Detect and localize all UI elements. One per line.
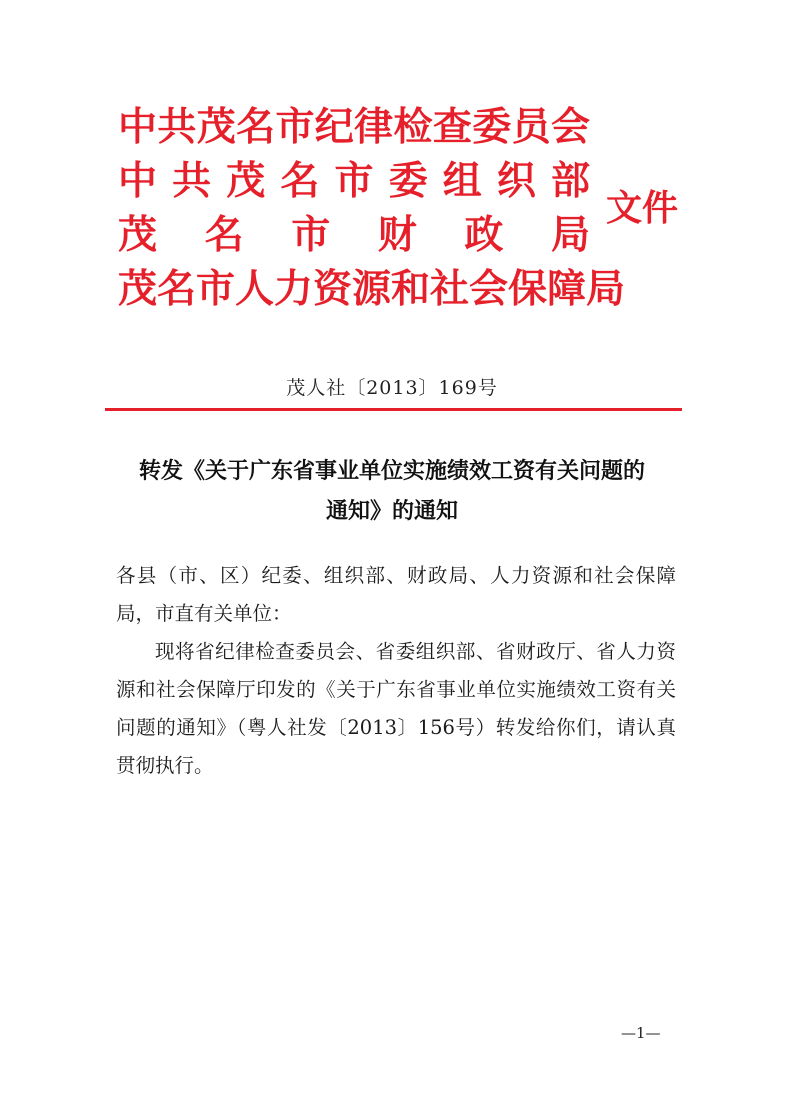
issuer-discipline-commission: 中共茂名市纪律检查委员会	[118, 104, 590, 150]
page-number: —1—	[621, 1024, 661, 1042]
document-title	[100, 452, 684, 532]
document-label: 文件	[606, 187, 679, 229]
title-line-1: 转发《关于广东省事业单位实施绩效工资有关问题的	[138, 459, 645, 484]
body-paragraph: 现将省纪律检查委员会、省委组织部、省财政厅、省人力资源和社会保障厅印发的《关于广东省事业单位实施绩效工资有关问题的通知》（粤人社发〔2013〕156号）转发给你们，请认真贯彻执行。	[116, 640, 676, 777]
title-line-2: 通知》的通知	[325, 499, 458, 524]
salutation: 各县（市、区）纪委、组织部、财政局、人力资源和社会保障局，市直有关单位：	[116, 564, 676, 625]
issuer-finance-bureau: 茂名市财政局	[118, 212, 590, 258]
document-body	[116, 557, 676, 785]
document-number: 茂人社〔2013〕169号	[286, 377, 498, 399]
issuer-human-resources-bureau: 茂名市人力资源和社会保障局	[118, 266, 626, 312]
red-divider-line	[105, 408, 682, 411]
issuing-authorities	[118, 100, 626, 316]
issuer-organization-department: 中共茂名市委组织部	[118, 158, 590, 204]
